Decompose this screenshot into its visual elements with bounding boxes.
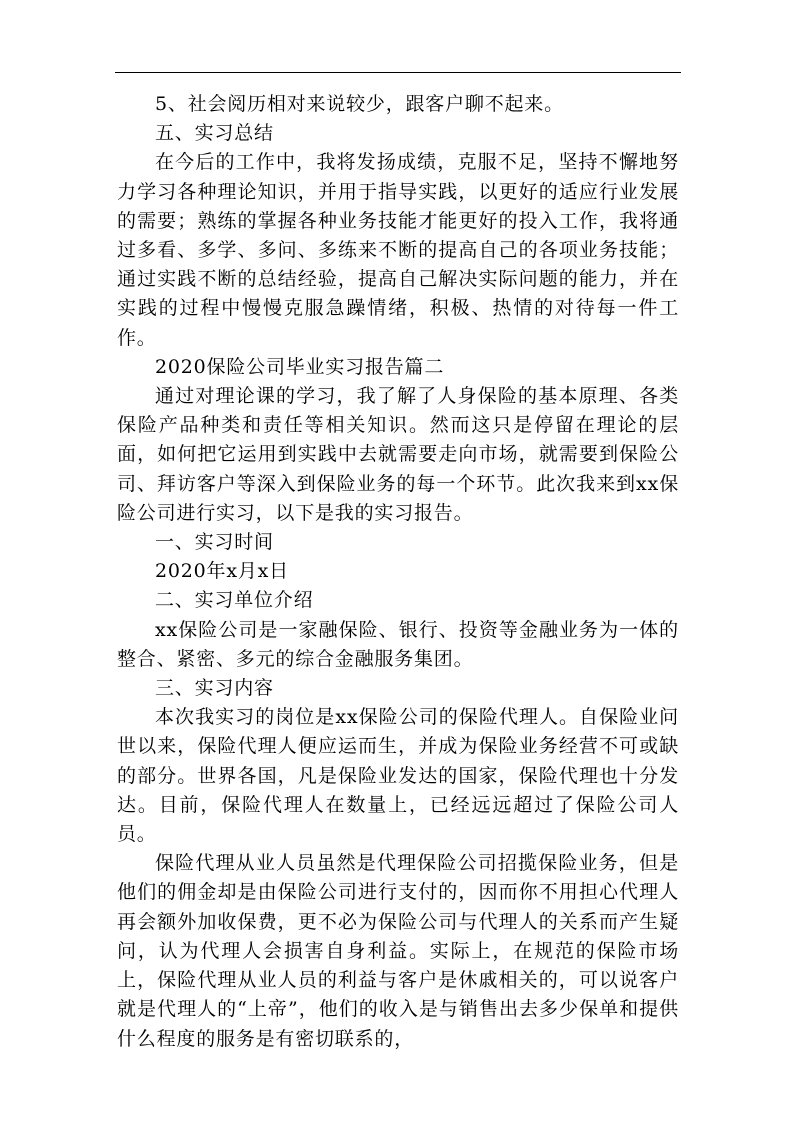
header-rule [115,72,681,73]
document-body [117,90,679,1054]
paragraph-company-intro: xx保险公司是一家融保险、银行、投资等金融业务为一体的整合、紧密、多元的综合金融服务集团。 [117,618,679,670]
section-heading-content: 三、实习内容 [155,677,274,700]
section-heading-time: 一、实习时间 [155,531,274,554]
paragraph-summary: 在今后的工作中，我将发扬成绩，克服不足，坚持不懈地努力学习各种理论知识，并用于指导实践，以更好的适应行业发展的需要；熟练的掌握各种业务技能才能更好的投入工作，我将通过多看、多学、多问、多练来不断的提高自己的各项业务技能；通过实践不断的总结经验，提高自己解决实际问题的能力，并在实践的过程中慢慢克服急躁情绪，积极、热情的对待每一件工作。 [117,151,679,349]
internship-date: 2020年x月x日 [155,560,289,583]
paragraph-challenge-5: 5、社会阅历相对来说较少，跟客户聊不起来。 [155,93,564,115]
section-heading-summary: 五、实习总结 [155,122,274,145]
paragraph-position: 本次我实习的岗位是xx保险公司的保险代理人。自保险业问世以来，保险代理人便应运而生，并成为保险业务经营不可或缺的部分。世界各国，凡是保险业发达的国家，保险代理也十分发达。目前，保险代理人在数量上，已经远远超过了保险公司人员。 [117,706,679,846]
paragraph-agent-commission: 保险代理从业人员虽然是代理保险公司招揽保险业务，但是他们的佣金却是由保险公司进行支付的，因而你不用担心代理人再会额外加收保费，更不必为保险公司与代理人的关系而产生疑问，认为代理人会损害自身利益。实际上，在规范的保险市场上，保险代理从业人员的利益与客户是休戚相关的，可以说客户就是代理人的“上帝”，他们的收入是与销售出去多少保单和提供什么程度的服务是有密切联系的， [117,852,679,1050]
paragraph-introduction: 通过对理论课的学习，我了解了人身保险的基本原理、各类保险产品种类和责任等相关知识。然而这只是停留在理论的层面，如何把它运用到实践中去就需要走向市场，就需要到保险公司、拜访客户等深入到保险业务的每一个环节。此次我来到xx保险公司进行实习，以下是我的实习报告。 [117,385,679,524]
report-title-part-two: 2020保险公司毕业实习报告篇二 [155,355,445,378]
section-heading-company: 二、实习单位介绍 [155,589,314,612]
